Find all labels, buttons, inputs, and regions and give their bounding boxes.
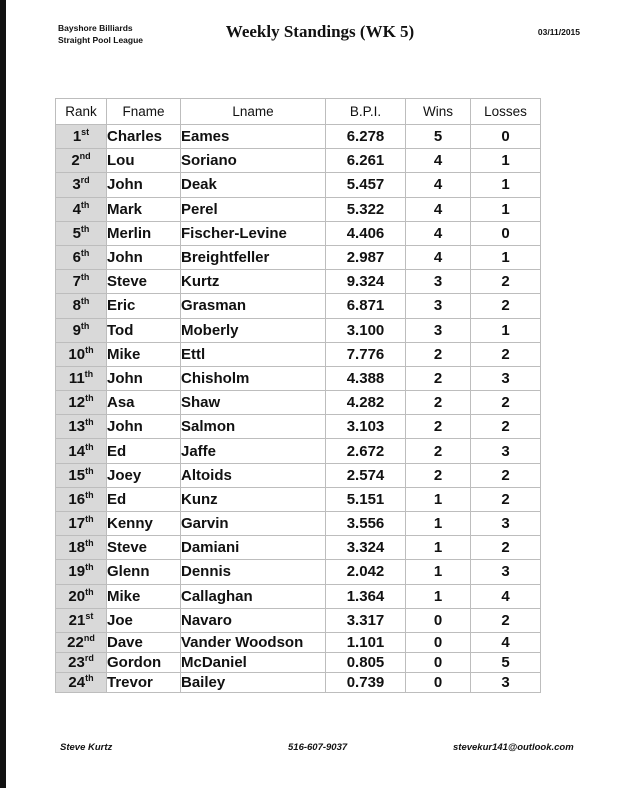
wins-cell: 1 <box>406 584 471 608</box>
losses-cell: 3 <box>471 366 541 390</box>
column-header-rank: Rank <box>56 99 107 125</box>
contact-name: Steve Kurtz <box>60 742 113 753</box>
last-name-cell: Callaghan <box>181 584 326 608</box>
last-name-cell: McDaniel <box>181 652 326 672</box>
losses-cell: 2 <box>471 608 541 632</box>
bpi-cell: 3.324 <box>326 536 406 560</box>
wins-cell: 2 <box>406 342 471 366</box>
first-name-cell: Gordon <box>107 652 181 672</box>
table-row <box>56 270 541 294</box>
wins-cell: 4 <box>406 221 471 245</box>
wins-cell: 2 <box>406 463 471 487</box>
wins-cell: 4 <box>406 173 471 197</box>
table-row <box>56 560 541 584</box>
first-name-cell: Tod <box>107 318 181 342</box>
header-row <box>56 99 541 125</box>
first-name-cell: John <box>107 173 181 197</box>
bpi-cell: 5.151 <box>326 487 406 511</box>
last-name-cell: Vander Woodson <box>181 632 326 652</box>
wins-cell: 4 <box>406 197 471 221</box>
last-name-cell: Soriano <box>181 149 326 173</box>
rank-suffix: th <box>85 514 94 525</box>
last-name-cell: Navaro <box>181 608 326 632</box>
rank-suffix: th <box>85 586 94 597</box>
rank-cell <box>56 173 107 197</box>
first-name-cell: Steve <box>107 536 181 560</box>
rank-cell <box>56 415 107 439</box>
table-row <box>56 294 541 318</box>
losses-cell: 4 <box>471 632 541 652</box>
bpi-cell: 3.317 <box>326 608 406 632</box>
first-name-cell: Steve <box>107 270 181 294</box>
rank-number: 1 <box>72 128 82 146</box>
table-row <box>56 173 541 197</box>
rank-suffix: th <box>84 368 94 379</box>
table-row <box>56 415 541 439</box>
rank-cell <box>56 391 107 415</box>
last-name-cell: Shaw <box>181 391 326 415</box>
wins-cell: 2 <box>406 366 471 390</box>
standings-table <box>55 98 541 693</box>
losses-cell: 1 <box>471 197 541 221</box>
last-name-cell: Kurtz <box>181 270 326 294</box>
first-name-cell: Asa <box>107 391 181 415</box>
bpi-cell: 6.261 <box>326 149 406 173</box>
rank-cell <box>56 672 107 692</box>
page-edge <box>0 0 6 788</box>
table-row <box>56 672 541 692</box>
table-row <box>56 512 541 536</box>
rank-number: 22 <box>67 633 84 651</box>
losses-cell: 3 <box>471 439 541 463</box>
column-header-losses: Losses <box>471 99 541 125</box>
losses-cell: 0 <box>471 125 541 149</box>
losses-cell: 2 <box>471 415 541 439</box>
last-name-cell: Damiani <box>181 536 326 560</box>
first-name-cell: Charles <box>107 125 181 149</box>
last-name-cell: Eames <box>181 125 326 149</box>
rank-suffix: th <box>85 417 94 428</box>
losses-cell: 1 <box>471 245 541 269</box>
rank-number: 18 <box>68 539 86 557</box>
rank-cell <box>56 512 107 536</box>
rank-number: 19 <box>68 563 86 581</box>
org-line-2: Straight Pool League <box>58 35 144 45</box>
table-row <box>56 149 541 173</box>
wins-cell: 0 <box>406 672 471 692</box>
losses-cell: 2 <box>471 342 541 366</box>
bpi-cell: 3.556 <box>326 512 406 536</box>
bpi-cell: 0.805 <box>326 652 406 672</box>
last-name-cell: Garvin <box>181 512 326 536</box>
bpi-cell: 1.101 <box>326 632 406 652</box>
rank-cell <box>56 584 107 608</box>
rank-suffix: th <box>80 223 90 234</box>
losses-cell: 0 <box>471 221 541 245</box>
rank-cell <box>56 197 107 221</box>
rank-cell <box>56 463 107 487</box>
losses-cell: 2 <box>471 270 541 294</box>
rank-number: 23 <box>68 653 85 671</box>
table-row <box>56 608 541 632</box>
losses-cell: 1 <box>471 173 541 197</box>
rank-suffix: th <box>85 441 94 452</box>
bpi-cell: 4.282 <box>326 391 406 415</box>
rank-suffix: th <box>85 672 94 683</box>
column-header-bpi: B.P.I. <box>326 99 406 125</box>
wins-cell: 0 <box>406 608 471 632</box>
losses-cell: 1 <box>471 149 541 173</box>
rank-cell <box>56 608 107 632</box>
last-name-cell: Deak <box>181 173 326 197</box>
last-name-cell: Breightfeller <box>181 245 326 269</box>
rank-suffix: th <box>85 538 94 549</box>
losses-cell: 2 <box>471 391 541 415</box>
rank-number: 11 <box>68 369 85 387</box>
bpi-cell: 5.322 <box>326 197 406 221</box>
rank-cell <box>56 560 107 584</box>
rank-number: 16 <box>68 490 86 508</box>
bpi-cell: 3.100 <box>326 318 406 342</box>
rank-number: 2 <box>71 152 80 170</box>
table-row <box>56 584 541 608</box>
bpi-cell: 2.574 <box>326 463 406 487</box>
first-name-cell: Trevor <box>107 672 181 692</box>
rank-suffix: rd <box>84 652 94 663</box>
wins-cell: 3 <box>406 270 471 294</box>
rank-number: 20 <box>68 587 86 605</box>
table-row <box>56 318 541 342</box>
table-row <box>56 391 541 415</box>
rank-suffix: nd <box>83 632 95 643</box>
rank-cell <box>56 366 107 390</box>
table-row <box>56 125 541 149</box>
last-name-cell: Bailey <box>181 672 326 692</box>
bpi-cell: 2.672 <box>326 439 406 463</box>
wins-cell: 3 <box>406 294 471 318</box>
bpi-cell: 6.871 <box>326 294 406 318</box>
wins-cell: 2 <box>406 391 471 415</box>
rank-suffix: th <box>85 465 94 476</box>
last-name-cell: Dennis <box>181 560 326 584</box>
first-name-cell: Ed <box>107 487 181 511</box>
first-name-cell: Joe <box>107 608 181 632</box>
bpi-cell: 7.776 <box>326 342 406 366</box>
org-line-1: Bayshore Billiards <box>58 23 133 33</box>
page-title: Weekly Standings (WK 5) <box>225 22 415 41</box>
bpi-cell: 6.278 <box>326 125 406 149</box>
table-row <box>56 652 541 672</box>
first-name-cell: John <box>107 366 181 390</box>
rank-cell <box>56 245 107 269</box>
table-row <box>56 197 541 221</box>
column-header-fname: Fname <box>107 99 181 125</box>
first-name-cell: Glenn <box>107 560 181 584</box>
rank-number: 10 <box>68 345 86 363</box>
rank-number: 12 <box>68 394 86 412</box>
last-name-cell: Grasman <box>181 294 326 318</box>
bpi-cell: 9.324 <box>326 270 406 294</box>
rank-cell <box>56 487 107 511</box>
rank-cell <box>56 149 107 173</box>
contact-phone: 516-607-9037 <box>288 742 348 753</box>
rank-cell <box>56 294 107 318</box>
rank-number: 8 <box>72 297 81 315</box>
losses-cell: 3 <box>471 560 541 584</box>
last-name-cell: Perel <box>181 197 326 221</box>
table-row <box>56 632 541 652</box>
rank-number: 24 <box>68 673 86 691</box>
rank-suffix: th <box>80 199 90 210</box>
table-row <box>56 487 541 511</box>
rank-suffix: th <box>85 489 94 500</box>
first-name-cell: John <box>107 415 181 439</box>
rank-suffix: th <box>80 296 90 307</box>
wins-cell: 1 <box>406 487 471 511</box>
last-name-cell: Jaffe <box>181 439 326 463</box>
bpi-cell: 4.388 <box>326 366 406 390</box>
table-row <box>56 221 541 245</box>
rank-suffix: th <box>85 562 94 573</box>
table-row <box>56 536 541 560</box>
wins-cell: 1 <box>406 536 471 560</box>
rank-suffix: th <box>80 248 90 259</box>
wins-cell: 2 <box>406 415 471 439</box>
wins-cell: 1 <box>406 560 471 584</box>
rank-suffix: th <box>80 320 90 331</box>
rank-number: 21 <box>68 611 86 629</box>
rank-number: 14 <box>68 442 86 460</box>
last-name-cell: Kunz <box>181 487 326 511</box>
rank-cell <box>56 652 107 672</box>
first-name-cell: Kenny <box>107 512 181 536</box>
first-name-cell: Joey <box>107 463 181 487</box>
rank-number: 4 <box>72 200 81 218</box>
rank-cell <box>56 270 107 294</box>
rank-suffix: th <box>85 344 94 355</box>
rank-number: 3 <box>72 176 81 194</box>
first-name-cell: Mike <box>107 342 181 366</box>
rank-suffix: nd <box>79 151 91 162</box>
bpi-cell: 0.739 <box>326 672 406 692</box>
wins-cell: 0 <box>406 652 471 672</box>
wins-cell: 5 <box>406 125 471 149</box>
losses-cell: 3 <box>471 512 541 536</box>
standings-body <box>56 125 541 693</box>
rank-suffix: st <box>85 610 94 621</box>
last-name-cell: Moberly <box>181 318 326 342</box>
rank-number: 13 <box>68 418 86 436</box>
wins-cell: 2 <box>406 439 471 463</box>
wins-cell: 0 <box>406 632 471 652</box>
losses-cell: 2 <box>471 463 541 487</box>
rank-cell <box>56 342 107 366</box>
bpi-cell: 2.987 <box>326 245 406 269</box>
first-name-cell: Eric <box>107 294 181 318</box>
table-row <box>56 342 541 366</box>
losses-cell: 5 <box>471 652 541 672</box>
losses-cell: 3 <box>471 672 541 692</box>
last-name-cell: Ettl <box>181 342 326 366</box>
bpi-cell: 2.042 <box>326 560 406 584</box>
last-name-cell: Fischer-Levine <box>181 221 326 245</box>
table-row <box>56 245 541 269</box>
first-name-cell: Mike <box>107 584 181 608</box>
rank-cell <box>56 439 107 463</box>
first-name-cell: Ed <box>107 439 181 463</box>
bpi-cell: 5.457 <box>326 173 406 197</box>
losses-cell: 1 <box>471 318 541 342</box>
table-row <box>56 463 541 487</box>
wins-cell: 3 <box>406 318 471 342</box>
table-row <box>56 366 541 390</box>
bpi-cell: 4.406 <box>326 221 406 245</box>
losses-cell: 4 <box>471 584 541 608</box>
rank-number: 17 <box>68 515 86 533</box>
rank-cell <box>56 221 107 245</box>
bpi-cell: 3.103 <box>326 415 406 439</box>
last-name-cell: Chisholm <box>181 366 326 390</box>
losses-cell: 2 <box>471 294 541 318</box>
rank-suffix: st <box>81 127 90 138</box>
first-name-cell: Lou <box>107 149 181 173</box>
rank-suffix: rd <box>80 175 90 186</box>
rank-cell <box>56 318 107 342</box>
losses-cell: 2 <box>471 536 541 560</box>
rank-number: 9 <box>72 321 81 339</box>
column-header-wins: Wins <box>406 99 471 125</box>
last-name-cell: Altoids <box>181 463 326 487</box>
rank-number: 7 <box>72 273 81 291</box>
rank-suffix: th <box>85 393 94 404</box>
report-date: 03/11/2015 <box>537 27 580 37</box>
first-name-cell: Mark <box>107 197 181 221</box>
wins-cell: 4 <box>406 245 471 269</box>
rank-cell <box>56 536 107 560</box>
contact-email: stevekur141@outlook.com <box>453 742 574 753</box>
last-name-cell: Salmon <box>181 415 326 439</box>
rank-number: 15 <box>68 466 86 484</box>
rank-cell <box>56 632 107 652</box>
first-name-cell: Dave <box>107 632 181 652</box>
wins-cell: 4 <box>406 149 471 173</box>
table-row <box>56 439 541 463</box>
column-header-lname: Lname <box>181 99 326 125</box>
first-name-cell: John <box>107 245 181 269</box>
rank-suffix: th <box>80 272 90 283</box>
losses-cell: 2 <box>471 487 541 511</box>
bpi-cell: 1.364 <box>326 584 406 608</box>
rank-number: 6 <box>72 249 81 267</box>
wins-cell: 1 <box>406 512 471 536</box>
rank-cell <box>56 125 107 149</box>
first-name-cell: Merlin <box>107 221 181 245</box>
rank-number: 5 <box>72 224 81 242</box>
